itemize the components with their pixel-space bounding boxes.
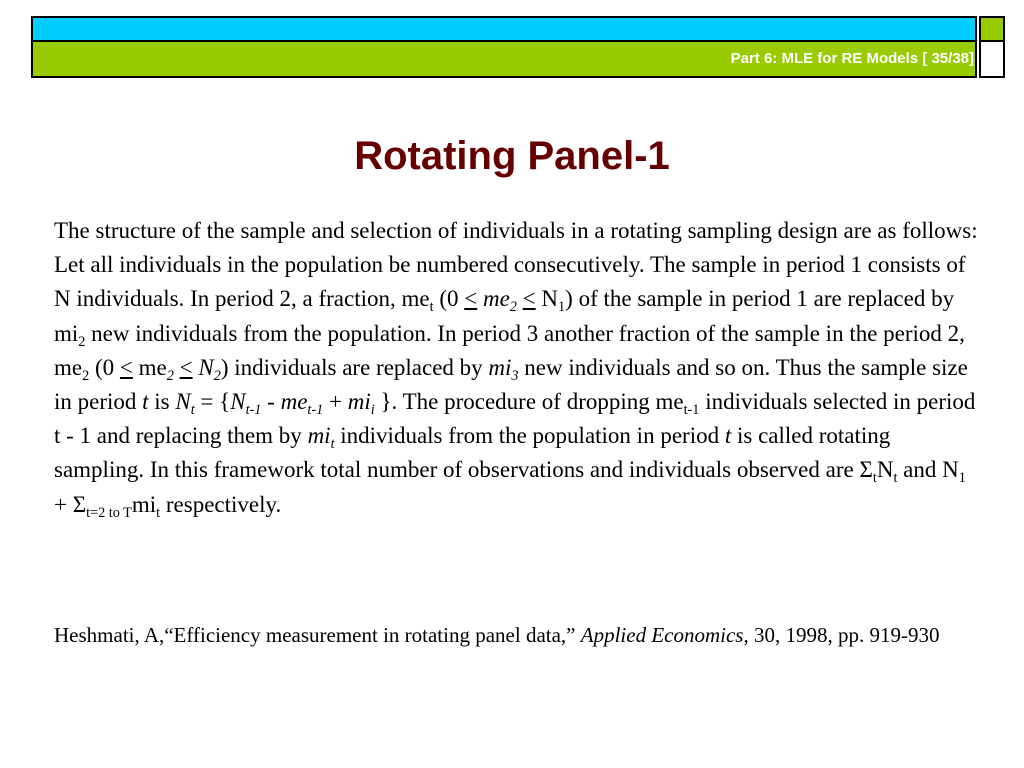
citation-journal: Applied Economics [580,623,744,647]
citation-authors: Heshmati, A,“Efficiency measurement in rotating panel data,” [54,623,581,647]
header-square-white [979,42,1005,78]
body-paragraph: The structure of the sample and selection of individuals in a rotating sampling design are as follows: Let all individuals in the population be numbered consecutively. The sample in period 1 consists of N individuals. In period 2, a fraction, $me_t$ $(0 < me_2 < N_1)$ of the sample in period 1 are replaced by $mi_2$ new individuals from the population. In period 3 another fraction of the sample in the period 2, $me_2$ $(0 < me_2 < N_2)$ individuals are replaced by $mi_3$ new individuals and so on. Thus the sample size in period t is $N_t = \{N_{t-1} - me_{t-1} + mi_i$ }. The procedure of dropping $me_{t-1}$ individuals selected in period t - 1 and replacing them by $mi_t$ individuals from the population in period t is called rotating sampling. In this framework total number of observations and individuals observed are $\Sigma_tN_t$ and $N_1 + \Sigma_{t=2 to T}mi_t$ respectively. [54,218,978,521]
slide-title: Rotating Panel-1 [354,134,670,178]
header-bar-top [31,16,977,42]
citation-details: , 30, 1998, pp. 919-930 [743,623,940,647]
citation [54,620,984,650]
slide-number-label: Part 6: MLE for RE Models [ 35/38] [730,50,974,67]
header-square-green [979,16,1005,42]
